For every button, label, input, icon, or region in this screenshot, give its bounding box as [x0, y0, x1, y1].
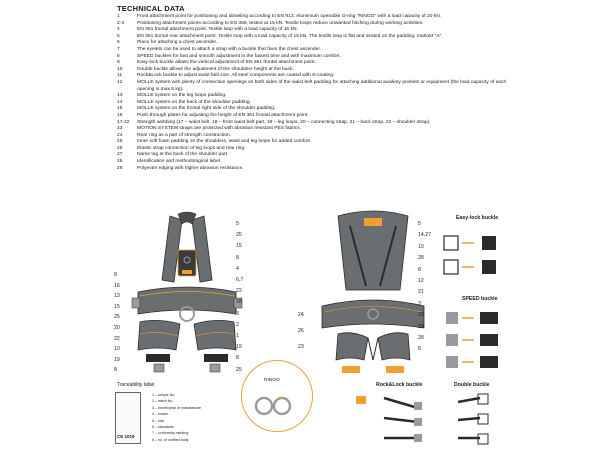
callout-number: 15 [236, 243, 242, 250]
spec-item-number: 2-3 [117, 20, 125, 26]
spec-item-text: Polyester edging with higher abrasion resistance. [137, 165, 244, 171]
spec-item-text: EN 361 dorsal rear attachment point. Textile loop with a load capacity of 15 kN. The textile loop is flat and seated on the padding, marked "A". [137, 33, 443, 39]
spec-item-text: Positioning attachment points according to EN 358, tested at 15 kN. Textile loops reduce unwanted hitching during working activities. [137, 20, 424, 26]
spec-item-text: The eyelets can be used to attach a strap with a buckle that fixes the chest ascender. [137, 46, 322, 52]
leg-loops [138, 320, 236, 372]
callout-number: 8 [236, 355, 239, 362]
callout-number: 5 [418, 346, 421, 353]
back-harness-figure [318, 210, 428, 390]
spec-item [117, 139, 522, 146]
spec-item-text: Rock&Lock buckle to adjust waist belt size. All steel components are coated with E-coating. [137, 73, 335, 79]
spec-item [117, 73, 522, 80]
callout-number: 25 [236, 366, 242, 373]
waist-belt [132, 287, 242, 314]
spec-item-number: 23 [117, 126, 123, 132]
callout-number: 21 [418, 289, 424, 296]
spec-item-text: Inner soft foam padding on the shoulders, waist and leg loops for added comfort. [137, 139, 312, 145]
chest-section [178, 250, 196, 276]
rock-lock-buckle-illustration [378, 392, 430, 448]
spec-item-text: Front attachment point for positioning and abseiling according to EN 813. Aluminium openable O-ring "RINGO" with a load capacity of 20 kN. [137, 14, 442, 19]
callout-number: 20 [114, 325, 120, 331]
spec-item-number: 6 [117, 40, 120, 46]
traceability-item: 8 – no. of notified body [152, 437, 189, 442]
spec-item [117, 93, 522, 100]
page-title: TECHNICAL DATA [117, 4, 185, 13]
spec-item [117, 40, 522, 47]
callout-number: 2 [236, 321, 239, 328]
spec-item-text: MOLLE system with plenty of connection openings on both sides of the waist belt padding for attaching additional auxiliary pockets or equipment (the load capacity of each opening is max.5 kg). [137, 79, 507, 92]
traceability-item: 7 – conformity marking [152, 431, 189, 436]
spec-item-number: 7 [117, 46, 120, 52]
callout-number: 29 [418, 323, 424, 330]
callout-number: 10 [114, 346, 120, 353]
easy-lock-buckle-illustration [440, 228, 512, 288]
callout-number: 12 [418, 278, 424, 284]
traceability-item: 1 – unique No. [152, 393, 176, 397]
traceability-item: 2 – batch No. [152, 399, 174, 404]
traceability-item: 5 – size [152, 418, 165, 423]
callout-number: 3 [418, 300, 421, 307]
spec-item-number: 14 [117, 99, 123, 105]
spec-item-number: 26 [117, 145, 123, 151]
speed-heading: SPEED buckle [462, 296, 498, 302]
spec-item-number: 8 [117, 53, 120, 59]
callout-number: 25 [114, 314, 120, 321]
traceability-item: 4 – model [152, 412, 168, 417]
callout-number: 5 [236, 221, 239, 227]
callout-number: 16 [114, 282, 120, 289]
spec-item-text: Rear ring as a part of strength construction. [137, 132, 232, 138]
spec-item [117, 126, 522, 133]
spec-item-number: 27 [117, 152, 123, 158]
spec-item [117, 159, 522, 166]
callout-number: 13 [114, 293, 120, 300]
back-leg-loops [336, 333, 410, 373]
callout-number: 23 [298, 344, 304, 350]
traceability-item: 3 – month/year of manufacture [152, 405, 201, 410]
spec-item-number: 13 [117, 93, 123, 99]
spec-item [117, 14, 522, 21]
callout-number: 1 [236, 333, 239, 339]
spec-item-text: EN 361 frontal attachment point. Textile loop with a load capacity of 15 kN. [137, 27, 298, 33]
rock-lock-heading: Rock&Lock buckle [376, 382, 423, 388]
spec-item-text: Double buckle allows the adjustment of the shoulders height at the back. [137, 66, 294, 72]
spec-item-text: Identification and methodological label. [137, 159, 222, 165]
spec-item-number: 29 [117, 165, 123, 171]
back-shoulder-padding [338, 211, 408, 290]
callout-number: 8 [236, 254, 239, 261]
callout-number: 8 [114, 367, 117, 374]
callout-number: 23 [418, 312, 424, 319]
spec-item-text: MOLLE system on the frontal right side of the shoulder padding. [137, 106, 276, 112]
speed-buckle-illustration [440, 306, 512, 378]
callout-number: 8 [418, 266, 421, 273]
spec-item-number: 5 [117, 33, 120, 39]
callout-number: 18 [236, 299, 242, 306]
callout-number: 4 [236, 265, 239, 272]
spec-item-number: 11 [117, 73, 123, 79]
spec-list [117, 14, 522, 172]
callout-number: 19 [236, 344, 242, 351]
double-buckle-illustration [450, 392, 502, 448]
rock-lock-indicator [356, 396, 366, 404]
spec-item-number: 25 [117, 139, 123, 145]
spec-item-number: 12 [117, 79, 123, 85]
ringo-label: RINGO [264, 378, 280, 383]
spec-item-number: 15 [117, 106, 123, 112]
callout-number: 26 [298, 328, 304, 334]
spec-item-number: 28 [117, 159, 123, 165]
callout-number: 25 [236, 232, 242, 239]
callout-number: 28 [418, 255, 424, 262]
callout-number: 28 [418, 335, 424, 341]
traceability-heading: Traceability label [117, 382, 155, 388]
callout-number: 24 [298, 312, 304, 318]
spec-item-text: MOLLE system on the leg loops padding. [137, 93, 227, 99]
spec-item-text: Strength webbing (17 – waist belt, 18 – front waist belt part, 19 – leg loops, 20 – connecting strap, 21 – back strap, 22 – shoulder strap). [137, 119, 431, 125]
spec-item-number: 1 [117, 14, 120, 19]
spec-item-text: SPEED buckles for fast and smooth adjustment in the fastest time and with maximum comfort. [137, 53, 341, 59]
ce-mark: CE 1019 [117, 434, 135, 439]
spec-item-number: 24 [117, 132, 123, 138]
spec-item-text: Place for attaching a chest ascender. [137, 40, 218, 46]
spec-item [117, 47, 522, 54]
callout-number: 15 [114, 303, 120, 310]
spec-item-number: 16 [117, 112, 123, 118]
spec-item-text: Push-through plates for adjusting the height of EN 361 frontal attachment point. [137, 112, 309, 118]
spec-item [117, 27, 522, 34]
spec-item-text: Name tag at the back of the shoulder part. [137, 152, 229, 158]
callout-number: 3 [236, 310, 239, 317]
double-buckle-heading: Double buckle [454, 382, 490, 388]
callout-number: 22 [114, 335, 120, 342]
spec-item-text: Elastic strap connection of leg loops and rear ring. [137, 145, 246, 151]
spec-item-number: 17-22 [117, 119, 130, 125]
spec-item [117, 113, 522, 120]
callout-number: 6,7 [236, 277, 244, 283]
spec-item-number: 4 [117, 27, 120, 33]
spec-item [117, 80, 522, 93]
callout-number: 10 [418, 243, 424, 250]
traceability-item: 6 – standards [152, 425, 174, 429]
callout-number: 14,27 [418, 232, 431, 239]
spec-item-text: MOTION SYSTEM straps are protected with abrasion resistant PES fabrics. [137, 126, 302, 132]
spec-item-number: 10 [117, 66, 123, 72]
callout-number: 19 [114, 356, 120, 363]
spec-item [117, 60, 522, 67]
callout-number: 5 [418, 221, 421, 227]
back-waist-belt [322, 300, 424, 328]
easy-lock-heading: Easy-lock buckle [456, 215, 499, 221]
callout-number: 22 [236, 288, 242, 295]
spec-item [117, 166, 522, 173]
spec-item-text: MOLLE system on the back of the shoulder padding. [137, 99, 251, 105]
spec-item-text: Easy-lock buckle allows the vertical adjustment of EN 361 frontal attachment point. [137, 60, 316, 66]
ringo-icon [252, 388, 296, 422]
spec-item [117, 106, 522, 113]
callout-number: 8 [114, 272, 117, 278]
spec-item-number: 9 [117, 60, 120, 66]
